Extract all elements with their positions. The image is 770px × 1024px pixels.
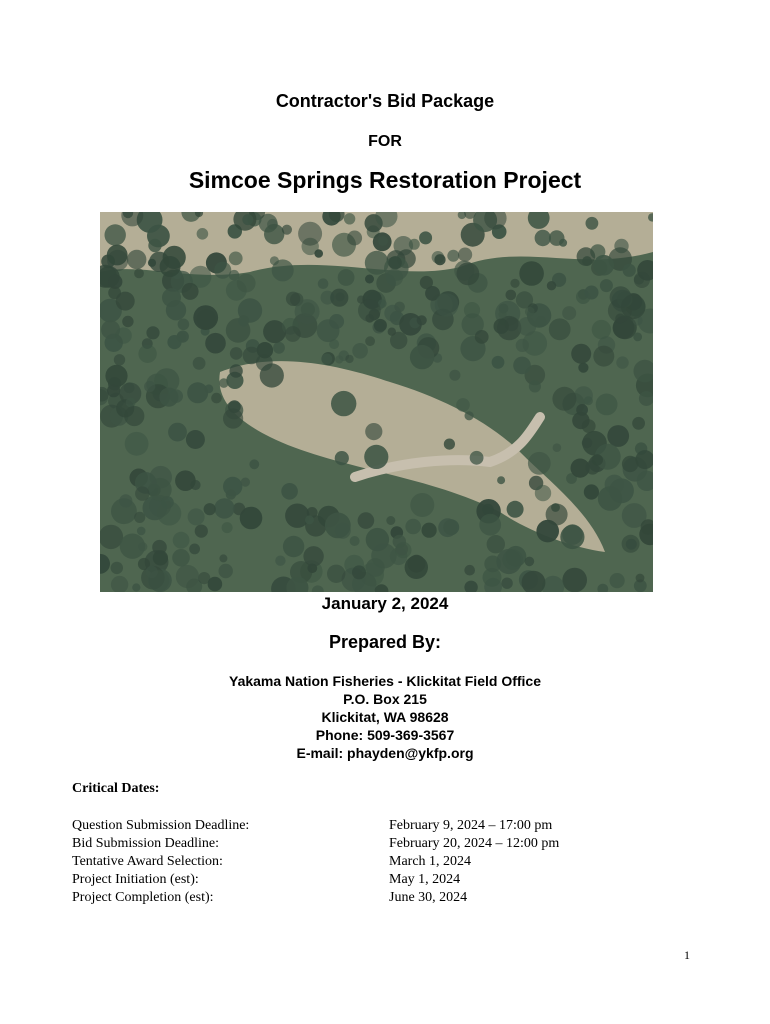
date-label: Project Initiation (est): xyxy=(72,872,199,887)
date-row xyxy=(72,871,692,889)
critical-dates-heading: Critical Dates: xyxy=(72,781,160,796)
date-value: February 20, 2024 – 12:00 pm xyxy=(389,836,560,851)
date-value: June 30, 2024 xyxy=(389,890,468,905)
date-label: Project Completion (est): xyxy=(72,890,214,905)
organization-name: Yakama Nation Fisheries - Klickitat Field Office xyxy=(229,673,541,689)
date-value: February 9, 2024 – 17:00 pm xyxy=(389,818,553,833)
project-title: Simcoe Springs Restoration Project xyxy=(188,167,582,193)
date-value: March 1, 2024 xyxy=(389,854,472,869)
date-row xyxy=(72,817,692,835)
date-label: Tentative Award Selection: xyxy=(72,854,223,869)
date-value: May 1, 2024 xyxy=(389,872,461,887)
for-label: FOR xyxy=(368,133,402,150)
date-row xyxy=(72,889,692,907)
contact-block xyxy=(0,672,770,762)
date-row xyxy=(72,835,692,853)
phone-number: Phone: 509-369-3567 xyxy=(315,727,455,743)
aerial-forest-photo xyxy=(100,212,653,592)
prepared-by-heading: Prepared By: xyxy=(328,632,442,652)
date-label: Question Submission Deadline: xyxy=(72,818,250,833)
email-address: E-mail: phayden@ykfp.org xyxy=(296,745,474,761)
city-state-zip: Klickitat, WA 98628 xyxy=(321,709,449,725)
date-row xyxy=(72,853,692,871)
document-title: Contractor's Bid Package xyxy=(275,91,495,111)
date-label: Bid Submission Deadline: xyxy=(72,836,219,851)
critical-dates-table xyxy=(72,817,692,907)
document-date: January 2, 2024 xyxy=(321,594,449,613)
page-number: 1 xyxy=(684,948,690,962)
po-box: P.O. Box 215 xyxy=(343,691,427,707)
